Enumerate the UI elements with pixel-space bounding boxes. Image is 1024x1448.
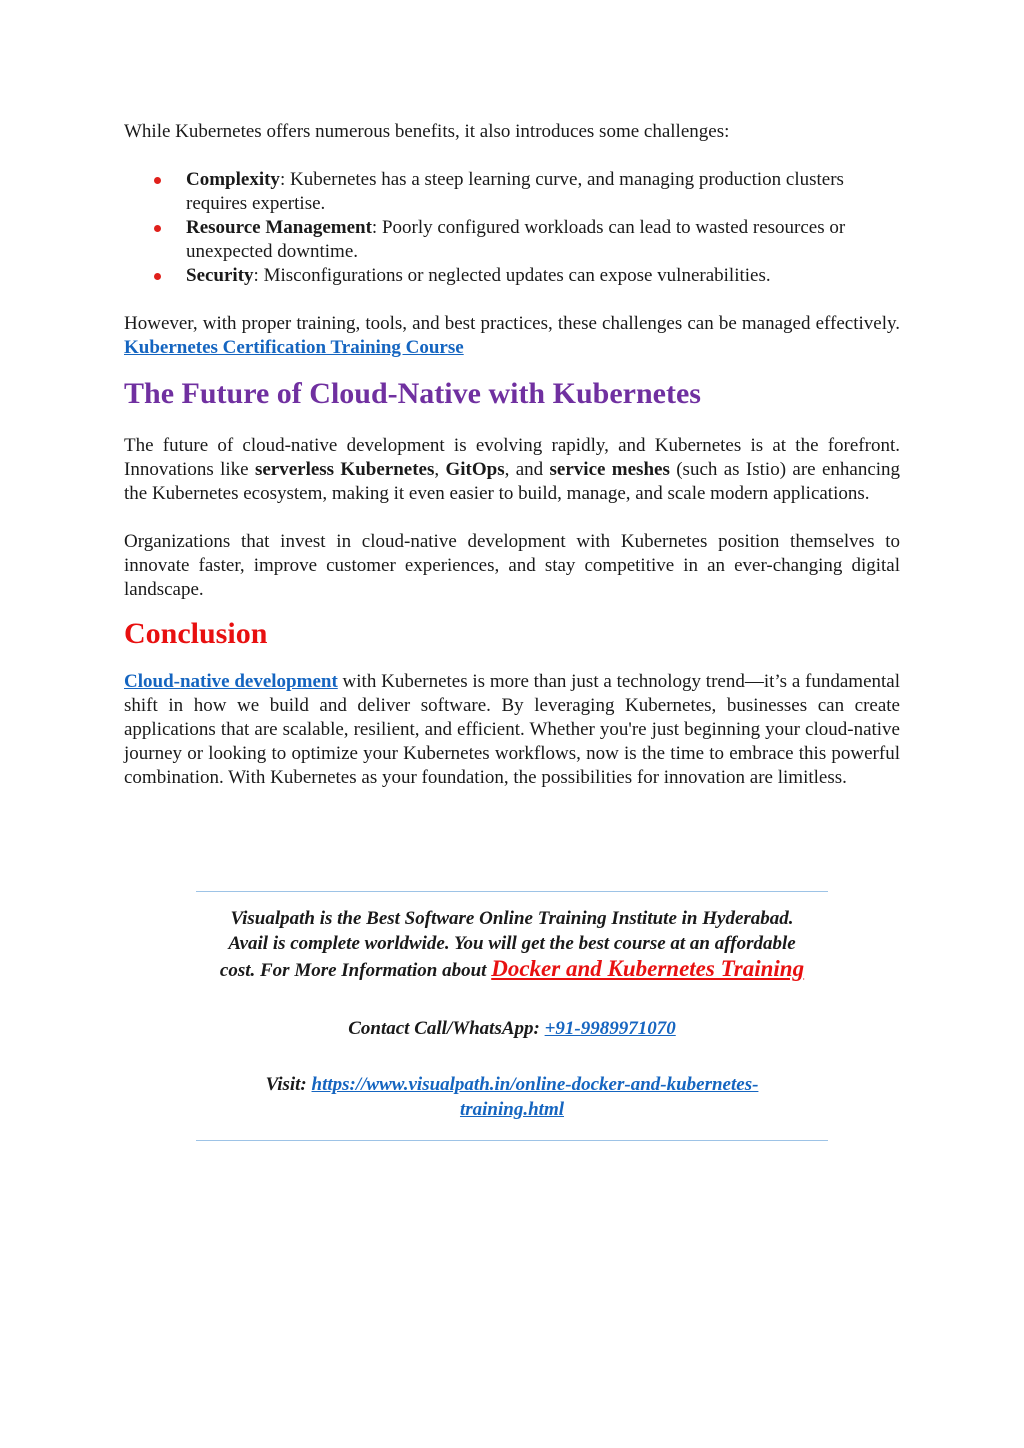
website-link[interactable]	[312, 1074, 759, 1120]
document-body	[124, 120, 900, 790]
challenge-term: Resource Management	[186, 217, 372, 238]
promo-line: cost. For More Information about	[219, 960, 492, 981]
future-text: , and	[504, 459, 550, 480]
list-item	[124, 168, 900, 216]
however-text: However, with proper training, tools, and best practices, these challenges can be managed effectively.	[124, 313, 900, 334]
list-item	[124, 264, 900, 288]
certification-course-link[interactable]: Kubernetes Certification Training Course	[124, 337, 464, 358]
challenge-text: : Kubernetes has a steep learning curve, and managing production clusters requires expertise.	[186, 169, 844, 214]
serverless-term: serverless Kubernetes	[254, 459, 435, 480]
list-item	[124, 216, 900, 264]
bullet-icon	[154, 273, 161, 280]
future-paragraph-2: Organizations that invest in cloud-native development with Kubernetes position themselves to innovate faster, improve customer experiences, and stay competitive in an ever-changing digital landscape.	[124, 531, 900, 600]
conclusion-heading: Conclusion	[124, 617, 268, 650]
visit-line	[196, 1072, 828, 1122]
url-part: https://www.visualpath.in/online-docker-and-kubernetes-	[311, 1074, 759, 1095]
bullet-icon	[154, 177, 161, 184]
conclusion-paragraph	[124, 670, 900, 790]
contact-label: Contact Call/WhatsApp:	[348, 1018, 545, 1039]
challenge-text: : Poorly configured workloads can lead to wasted resources or unexpected downtime.	[186, 217, 846, 262]
challenge-text: : Misconfigurations or neglected updates can expose vulnerabilities.	[253, 265, 771, 286]
promo-box	[196, 891, 828, 1141]
future-text: ,	[434, 459, 446, 480]
challenge-term: Complexity	[186, 169, 280, 190]
visit-label: Visit:	[265, 1074, 312, 1095]
url-part: training.html	[459, 1099, 565, 1120]
promo-line: Avail is complete worldwide. You will get the best course at an affordable	[228, 933, 796, 954]
service-meshes-term: service meshes	[549, 459, 670, 480]
challenge-term: Security	[186, 265, 254, 286]
challenges-intro: While Kubernetes offers numerous benefits, it also introduces some challenges:	[124, 121, 730, 142]
promo-line: Visualpath is the Best Software Online Training Institute in Hyderabad.	[230, 908, 794, 929]
docker-kubernetes-training-link[interactable]: Docker and Kubernetes Training	[491, 956, 805, 981]
future-paragraph-1	[124, 434, 900, 506]
future-heading: The Future of Cloud-Native with Kubernetes	[124, 377, 701, 410]
however-paragraph	[124, 312, 900, 360]
bullet-icon	[154, 225, 161, 232]
future-text: (such as Istio) are enhancing the Kubernetes ecosystem, making it even easier to build, manage, and scale modern applications.	[124, 459, 901, 504]
challenges-list	[124, 168, 900, 288]
cloud-native-link[interactable]: Cloud-native development	[124, 671, 338, 692]
promo-tagline	[196, 906, 828, 983]
contact-line	[196, 1016, 828, 1041]
gitops-term: GitOps	[445, 459, 505, 480]
phone-link[interactable]: +91-9989971070	[544, 1018, 676, 1039]
conclusion-text: with Kubernetes is more than just a technology trend—it’s a fundamental shift in how we build and deliver software. By leveraging Kubernetes, businesses can create applications that are scalable, resilient, and efficient. Whether you're just beginning your cloud-native journey or looking to optimize your Kubernetes workflows, now is the time to embrace this powerful combination. With Kubernetes as your foundation, the possibilities for innovation are limitless.	[124, 671, 901, 788]
future-text: The future of cloud-native development is evolving rapidly, and Kubernetes is at the forefront. Innovations like	[124, 435, 900, 480]
